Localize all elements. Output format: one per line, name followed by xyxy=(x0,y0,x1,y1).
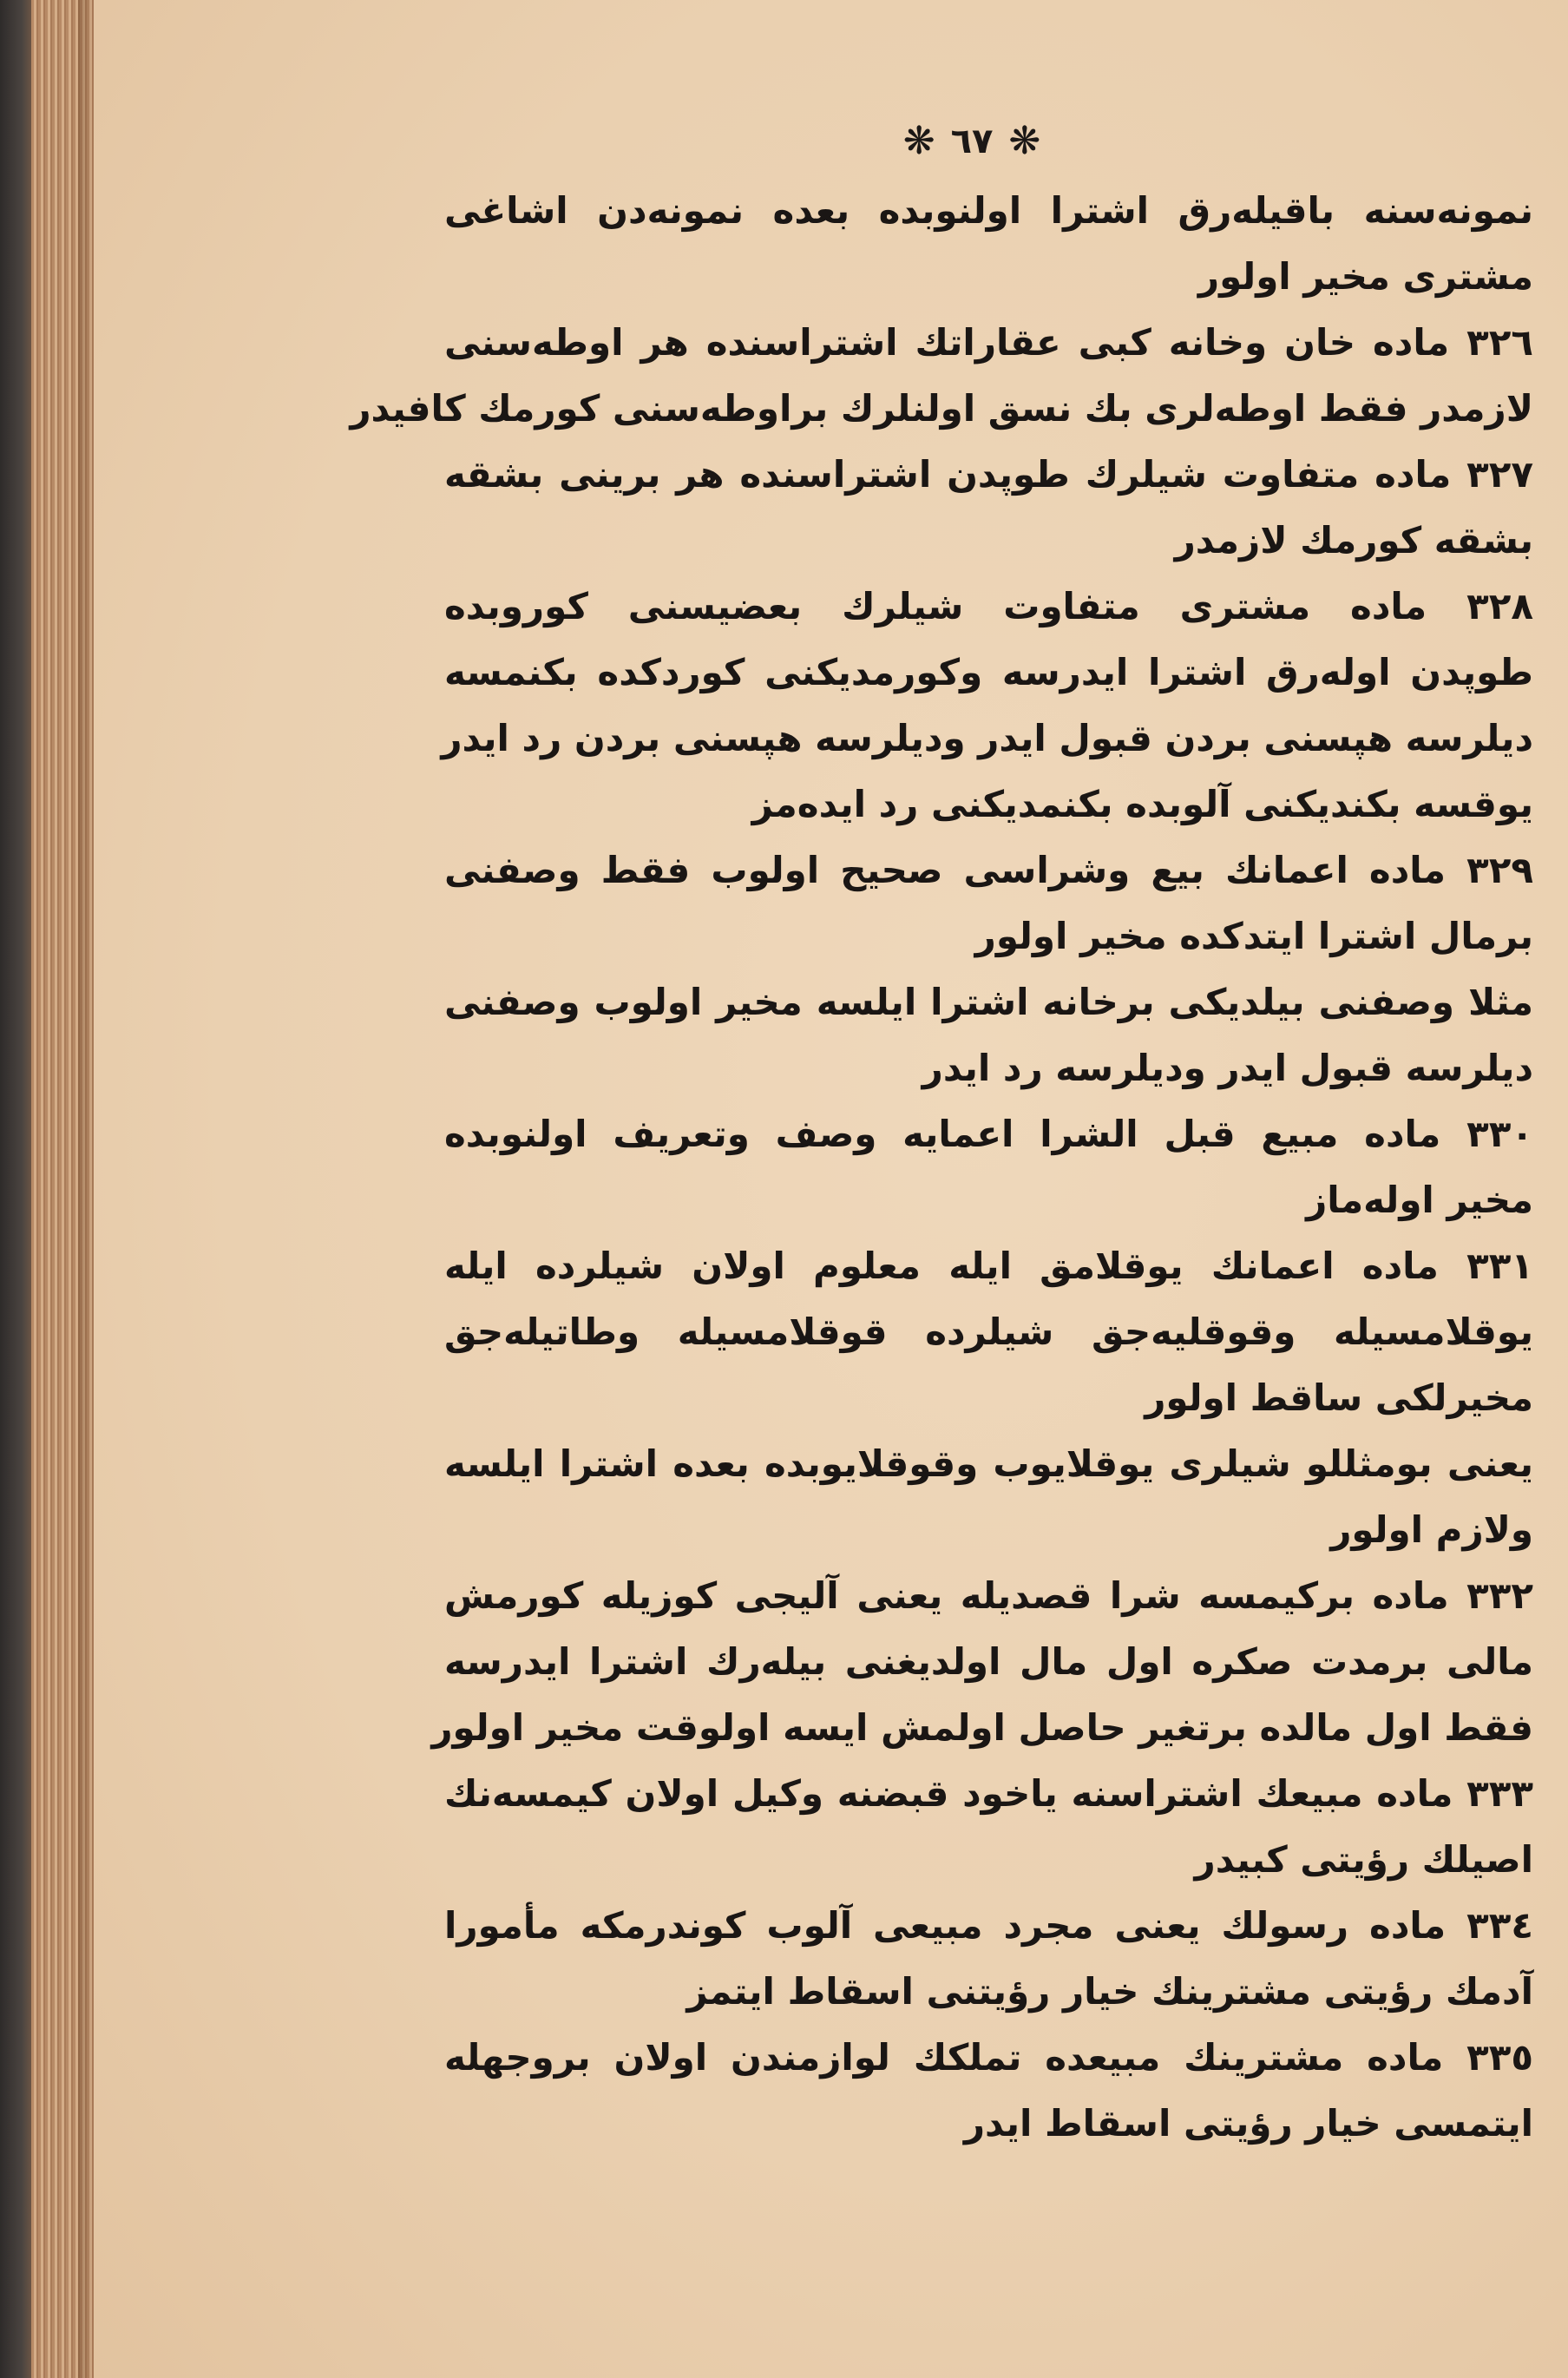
text-line: ٣٣٠ ماده مبیع قبل الشرا اعمایه وصف وتعریف اولنوبده xyxy=(444,1113,1533,1155)
text-line: ٣٢٩ ماده اعمانك بیع وشراسی صحیح اولوب فقط وصفنی xyxy=(444,849,1533,891)
text-line: ولازم اولور xyxy=(1330,1508,1533,1551)
text-line: دیلرسه هپسنی بردن قبول ایدر ودیلرسه هپسنی بردن رد ایدر xyxy=(441,717,1533,759)
text-line: یوقلامسیله وقوقلیه‌جق شیلرده قوقلامسیله وطاتیله‌جق xyxy=(444,1311,1533,1353)
text-line: ٣٢٦ ماده خان وخانه کبی عقاراتك اشتراسنده هر اوطه‌سنی xyxy=(444,321,1533,364)
text-line: ٣٢٨ ماده مشتری متفاوت شیلرك بعضیسنی کوروبده xyxy=(444,585,1533,627)
text-line: ٣٣٥ ماده مشترینك مبیعده تملکك لوازمندن اولان بروجهله xyxy=(444,2036,1533,2079)
text-line: بشقه کورمك لازمدر xyxy=(1174,519,1533,562)
text-line: فقط اول مالده برتغیر حاصل اولمش ایسه اولوقت مخیر اولور xyxy=(431,1706,1533,1749)
text-line: ٣٣١ ماده اعمانك یوقلامق ایله معلوم اولان شیلرده ایله xyxy=(444,1245,1533,1287)
page-header xyxy=(885,108,1059,174)
book-spine xyxy=(0,0,31,2378)
text-line: یوقسه بکندیکنی آلوبده بکنمدیکنی رد ایده‌مز xyxy=(751,783,1533,825)
text-line: ٣٣٣ ماده مبیعك اشتراسنه یاخود قبضنه وکیل اولان کیمسه‌نك xyxy=(444,1772,1533,1815)
body-text xyxy=(350,178,1533,2157)
text-line: مالی برمدت صکره اول مال اولدیغنی بیله‌رك اشترا ایدرسه xyxy=(444,1640,1533,1683)
ornament-icon: ❋ xyxy=(902,118,935,163)
text-line: برمال اشترا ایتدکده مخیر اولور xyxy=(974,915,1533,957)
text-line: مخیرلکی ساقط اولور xyxy=(1145,1376,1533,1419)
text-line: مخیر اوله‌ماز xyxy=(1306,1179,1533,1221)
text-line: ٣٣٢ ماده برکیمسه شرا قصدیله یعنی آلیجی کوزیله کورمش xyxy=(444,1574,1533,1617)
page-edges xyxy=(31,0,94,2378)
text-line: مشتری مخیر اولور xyxy=(1197,255,1533,298)
text-line: آدمك رؤیتی مشترینك خیار رؤیتنی اسقاط ایتمز xyxy=(686,1970,1533,2013)
text-line: ٣٣٤ ماده رسولك یعنی مجرد مبیعی آلوب کوندرمکه مأمورا xyxy=(444,1904,1533,1947)
text-line: یعنی بومثللو شیلری یوقلایوب وقوقلایوبده بعده اشترا ایلسه xyxy=(444,1442,1533,1485)
page-number: ٦٧ xyxy=(950,121,994,161)
text-line: لازمدر فقط اوطه‌لری بك نسق اولنلرك براوطه‌سنی کورمك کافیدر xyxy=(350,387,1533,430)
text-line: دیلرسه قبول ایدر ودیلرسه رد ایدر xyxy=(922,1047,1533,1089)
text-line: ایتمسی خیار رؤیتی اسقاط ایدر xyxy=(963,2102,1533,2145)
text-line: مثلا وصفنی بیلدیکی برخانه اشترا ایلسه مخیر اولوب وصفنی xyxy=(444,981,1533,1023)
text-line: اصیلك رؤیتی کبیدر xyxy=(1194,1838,1533,1881)
text-line: نمونه‌سنه باقیله‌رق اشترا اولنوبده بعده نمونه‌دن اشاغی xyxy=(444,189,1533,232)
text-line: ٣٢٧ ماده متفاوت شیلرك طوپدن اشتراسنده هر برینی بشقه xyxy=(444,453,1533,496)
ornament-icon: ❋ xyxy=(1008,118,1041,163)
text-line: طوپدن اوله‌رق اشترا ایدرسه وکورمدیکنی کوردکده بکنمسه xyxy=(444,651,1533,693)
